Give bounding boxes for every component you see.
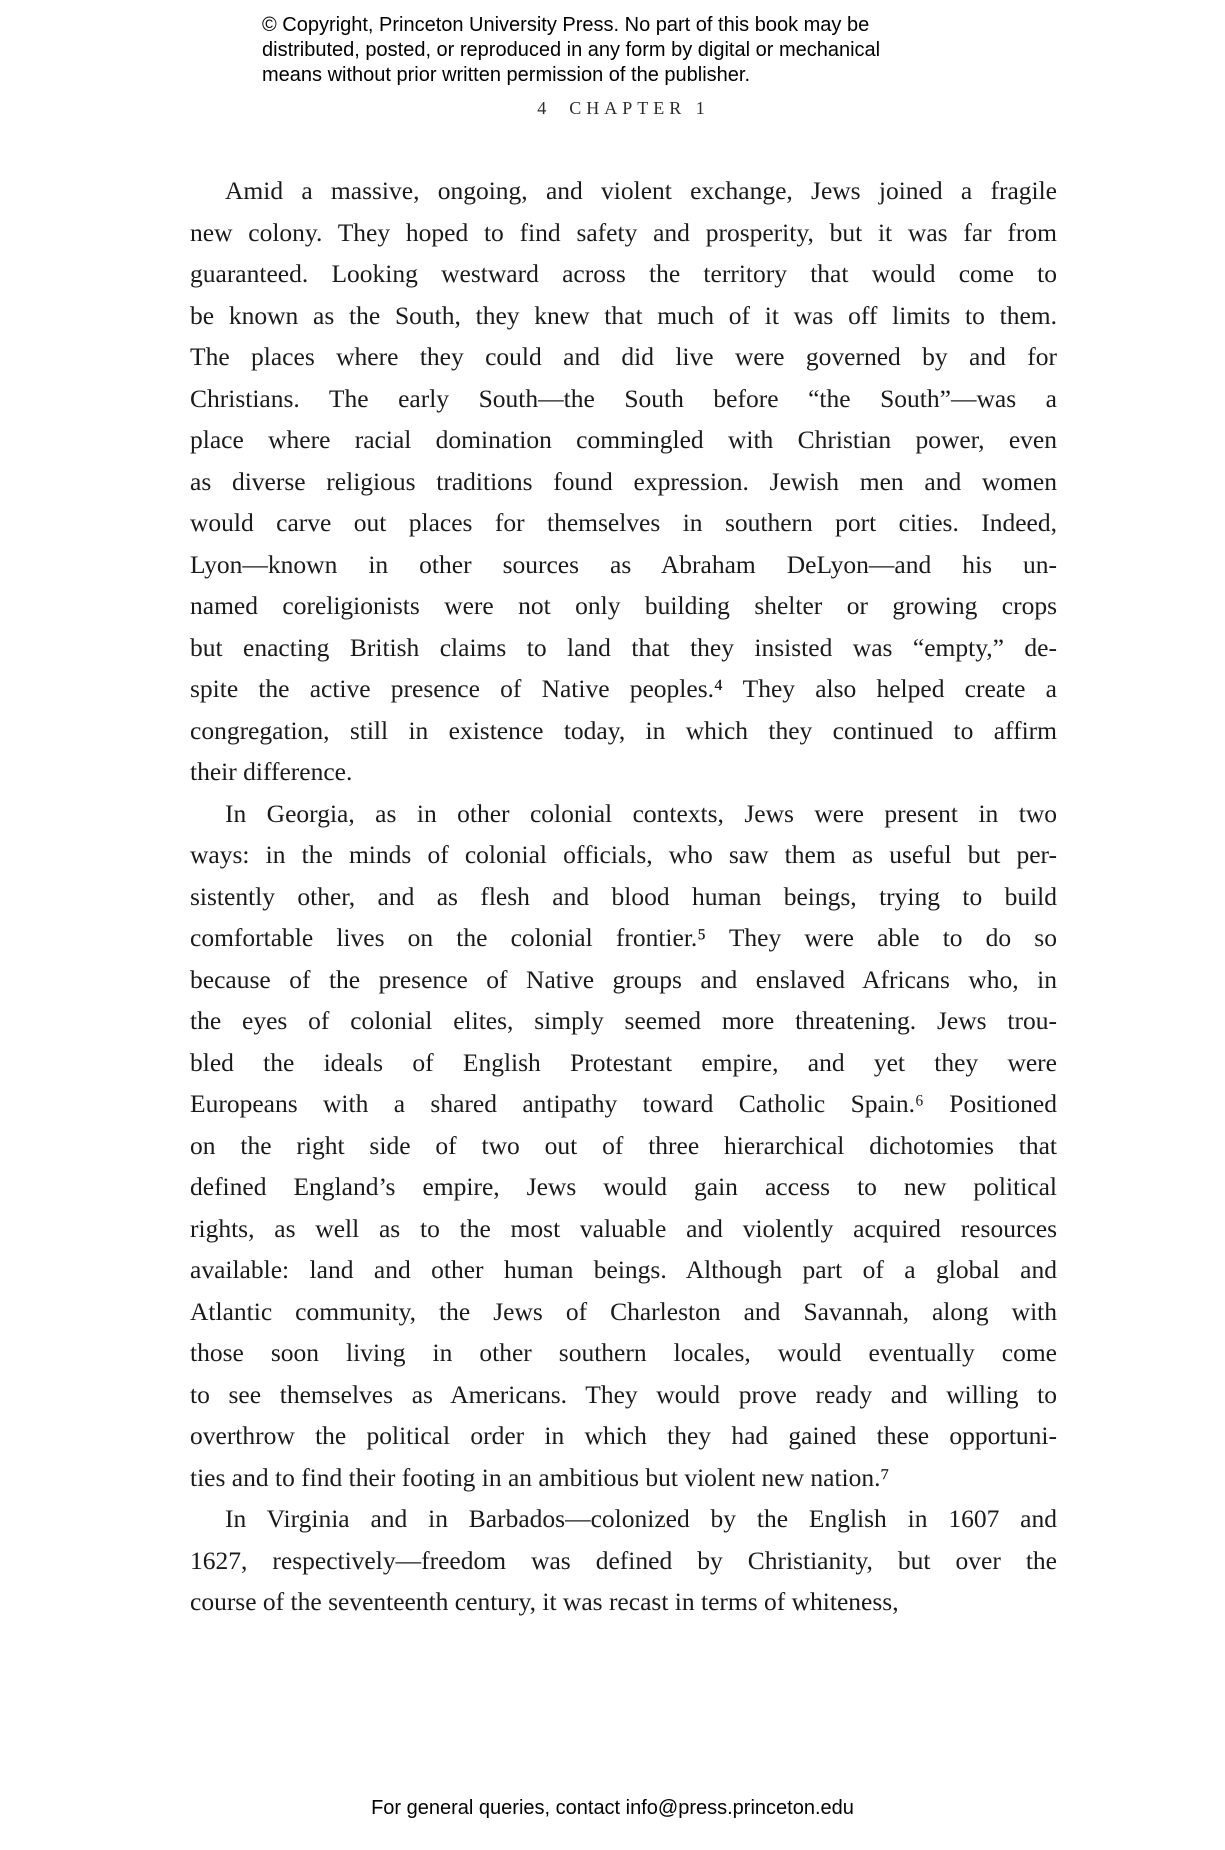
body-line: In Virginia and in Barbados—colonized by the English in 1607 and bbox=[225, 1504, 1057, 1533]
body-line: named coreligionists were not only building shelter or growing crops bbox=[190, 591, 1057, 620]
body-line: be known as the South, they knew that much of it was off limits to them. bbox=[190, 300, 1057, 330]
body-line: 1627, respectively—freedom was defined by Christianity, but over the bbox=[190, 1545, 1057, 1575]
body-line: new colony. They hoped to find safety and prosperity, but it was far from bbox=[190, 217, 1057, 247]
footer-contact: For general queries, contact info@press.princeton.edu bbox=[371, 1797, 854, 1819]
copyright-line: means without prior written permission of the publisher. bbox=[262, 64, 751, 86]
body-line: on the right side of two out of three hierarchical dichotomies that bbox=[190, 1130, 1057, 1160]
body-line: ties and to find their footing in an ambitious but violent new nation.⁷ bbox=[190, 1462, 890, 1492]
body-text bbox=[190, 170, 1057, 1623]
chapter-label: CHAPTER 1 bbox=[569, 98, 710, 118]
page-number: 4 bbox=[537, 98, 548, 118]
body-line: available: land and other human beings. Although part of a global and bbox=[190, 1255, 1057, 1284]
body-line: spite the active presence of Native peoples.⁴ They also helped create a bbox=[190, 674, 1057, 703]
running-head bbox=[190, 98, 1057, 119]
body-line: defined England’s empire, Jews would gain access to new political bbox=[190, 1172, 1057, 1201]
body-line: comfortable lives on the colonial frontier.⁵ They were able to do so bbox=[190, 923, 1057, 952]
body-line: overthrow the political order in which they had gained these opportuni- bbox=[190, 1421, 1057, 1450]
copyright-notice bbox=[262, 13, 880, 88]
body-line: their difference. bbox=[190, 757, 353, 786]
body-line: as diverse religious traditions found expression. Jewish men and women bbox=[190, 466, 1057, 496]
body-line: Atlantic community, the Jews of Charleston and Savannah, along with bbox=[190, 1296, 1057, 1326]
body-line: the eyes of colonial elites, simply seemed more threatening. Jews trou- bbox=[190, 1006, 1057, 1035]
body-line: congregation, still in existence today, in which they continued to affirm bbox=[190, 715, 1057, 745]
body-line: but enacting British claims to land that they insisted was “empty,” de- bbox=[190, 632, 1057, 662]
body-line: because of the presence of Native groups and enslaved Africans who, in bbox=[190, 964, 1057, 994]
body-line: those soon living in other southern locales, would eventually come bbox=[190, 1338, 1057, 1367]
body-line: In Georgia, as in other colonial contexts, Jews were present in two bbox=[225, 798, 1057, 828]
body-line: Europeans with a shared antipathy toward Catholic Spain.⁶ Positioned bbox=[190, 1089, 1057, 1118]
body-line: would carve out places for themselves in southern port cities. Indeed, bbox=[190, 508, 1057, 537]
body-line: place where racial domination commingled with Christian power, even bbox=[190, 425, 1057, 454]
body-line: Amid a massive, ongoing, and violent exchange, Jews joined a fragile bbox=[225, 176, 1057, 205]
body-line: rights, as well as to the most valuable and violently acquired resources bbox=[190, 1213, 1057, 1243]
body-line: Lyon—known in other sources as Abraham DeLyon—and his un- bbox=[190, 549, 1057, 579]
body-line: ways: in the minds of colonial officials, who saw them as useful but per- bbox=[190, 840, 1057, 869]
copyright-line: © Copyright, Princeton University Press. No part of this book may be bbox=[262, 14, 870, 36]
body-line: Christians. The early South—the South before “the South”—was a bbox=[190, 383, 1057, 413]
copyright-line: distributed, posted, or reproduced in any form by digital or mechanical bbox=[262, 39, 881, 61]
body-line: bled the ideals of English Protestant empire, and yet they were bbox=[190, 1047, 1057, 1077]
body-line: The places where they could and did live were governed by and for bbox=[190, 342, 1057, 371]
body-line: guaranteed. Looking westward across the territory that would come to bbox=[190, 259, 1057, 288]
body-line: to see themselves as Americans. They would prove ready and willing to bbox=[190, 1379, 1057, 1409]
body-line: sistently other, and as flesh and blood human beings, trying to build bbox=[190, 881, 1057, 911]
body-line: course of the seventeenth century, it was recast in terms of whiteness, bbox=[190, 1587, 899, 1616]
